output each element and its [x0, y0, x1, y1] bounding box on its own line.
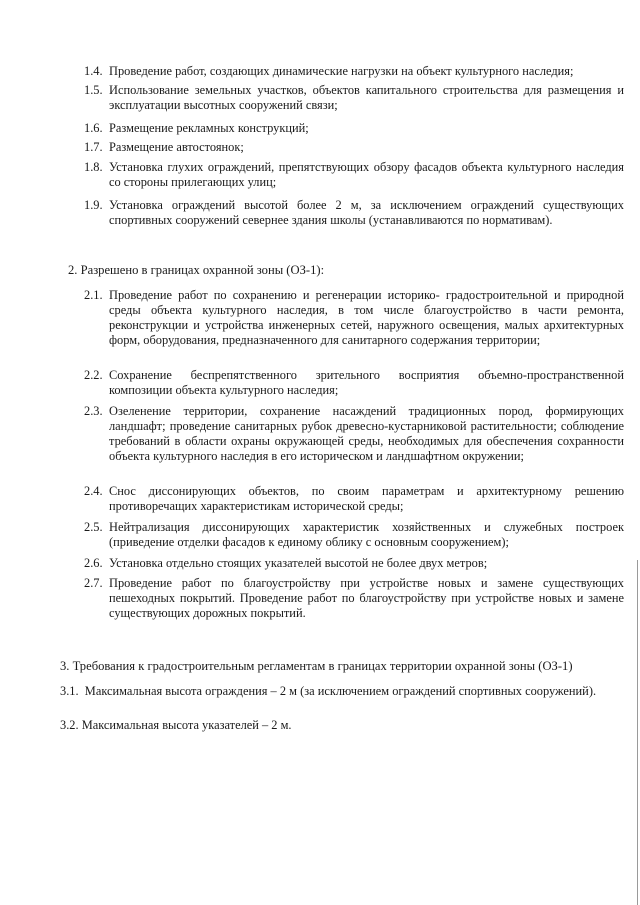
item-text: Озеленение территории, сохранение насаждений традиционных пород, формирующих ландшафт; проведение санитарных рубок древесно-кустарниковой растительности; соблюдение требований в области охраны окружающей среды, необходимых для обеспечения сохранности объекта культурного наследия в его историческом и ландшафтном окружении;: [109, 404, 624, 463]
item-text: Размещение рекламных конструкций;: [109, 121, 309, 135]
item-text: Нейтрализация диссонирующих характеристик хозяйственных и служебных построек (приведение отделки фасадов к единому облику с основным сооружением);: [109, 520, 624, 549]
list-item-1-6: [84, 121, 624, 136]
list-item-2-7: [84, 576, 624, 621]
list-item-2-1: [84, 288, 624, 348]
item-number: 2.2.: [84, 368, 103, 382]
list-item-1-9: [84, 198, 624, 228]
item-text: Установка отдельно стоящих указателей высотой не более двух метров;: [109, 556, 488, 570]
section-2-heading: 2. Разрешено в границах охранной зоны (ОЗ-1):: [68, 263, 325, 277]
item-number: 1.6.: [84, 121, 103, 135]
list-item-1-4: [84, 64, 624, 79]
item-number: 3.2.: [60, 718, 79, 732]
item-number: 1.7.: [84, 140, 103, 154]
item-number: 2.4.: [84, 484, 103, 498]
item-text: Проведение работ по сохранению и регенерации историко- градостроительной и природной среды объекта культурного наследия, в том числе благоустройство в части ремонта, реконструкции и устройства инженерных сетей, наружного освещения, малых архитектурных форм, оборудования, предназначенного для санитарного содержания территории;: [109, 288, 624, 347]
list-item-1-7: [84, 140, 624, 155]
item-text: [60, 684, 618, 699]
item-body: Максимальная высота указателей – 2 м.: [81, 718, 292, 732]
item-text: Установка ограждений высотой более 2 м, за исключением ограждений существующих спортивных сооружений севернее здания школы (устанавливаются по нормативам).: [109, 198, 624, 227]
list-item-1-8: [84, 160, 624, 190]
list-item-2-3: [84, 404, 624, 464]
item-number: 1.9.: [84, 198, 103, 212]
item-number: 3.1.: [60, 684, 79, 698]
item-number: 1.8.: [84, 160, 103, 174]
item-text: Проведение работ по благоустройству при устройстве новых и замене существующих пешеходных покрытий. Проведение работ по благоустройству при устройстве новых и замене существующих дорожных покрытий.: [109, 576, 624, 620]
list-item-2-6: [84, 556, 624, 571]
item-text: Размещение автостоянок;: [109, 140, 244, 154]
item-number: 2.6.: [84, 556, 103, 570]
item-number: 1.5.: [84, 83, 103, 97]
item-number: 2.3.: [84, 404, 103, 418]
item-text: Использование земельных участков, объектов капитального строительства для размещения и эксплуатации высотных сооружений связи;: [109, 83, 624, 112]
item-number: 2.5.: [84, 520, 103, 534]
item-number: 2.1.: [84, 288, 103, 302]
list-item-3-1: [60, 684, 618, 699]
list-item-2-2: [84, 368, 624, 398]
item-text: Сохранение беспрепятственного зрительного восприятия объемно-пространственной композиции объекта культурного наследия;: [109, 368, 624, 397]
item-text: Снос диссонирующих объектов, по своим параметрам и архитектурному решению противоречащих характеристикам исторической среды;: [109, 484, 624, 513]
list-item-2-5: [84, 520, 624, 550]
item-text: Установка глухих ограждений, препятствующих обзору фасадов объекта культурного наследия со стороны прилегающих улиц;: [109, 160, 624, 189]
section-3-heading: 3. Требования к градостроительным регламентам в границах территории охранной зоны (ОЗ-1): [60, 659, 573, 673]
list-item-3-2: [60, 718, 618, 733]
list-item-2-4: [84, 484, 624, 514]
item-body: Максимальная высота ограждения – 2 м (за исключением ограждений спортивных сооружений).: [84, 684, 597, 698]
item-number: 2.7.: [84, 576, 103, 590]
item-number: 1.4.: [84, 64, 103, 78]
item-text: Проведение работ, создающих динамические нагрузки на объект культурного наследия;: [109, 64, 574, 78]
item-text: [60, 718, 618, 733]
scan-edge-line: [637, 560, 638, 905]
list-item-1-5: [84, 83, 624, 113]
